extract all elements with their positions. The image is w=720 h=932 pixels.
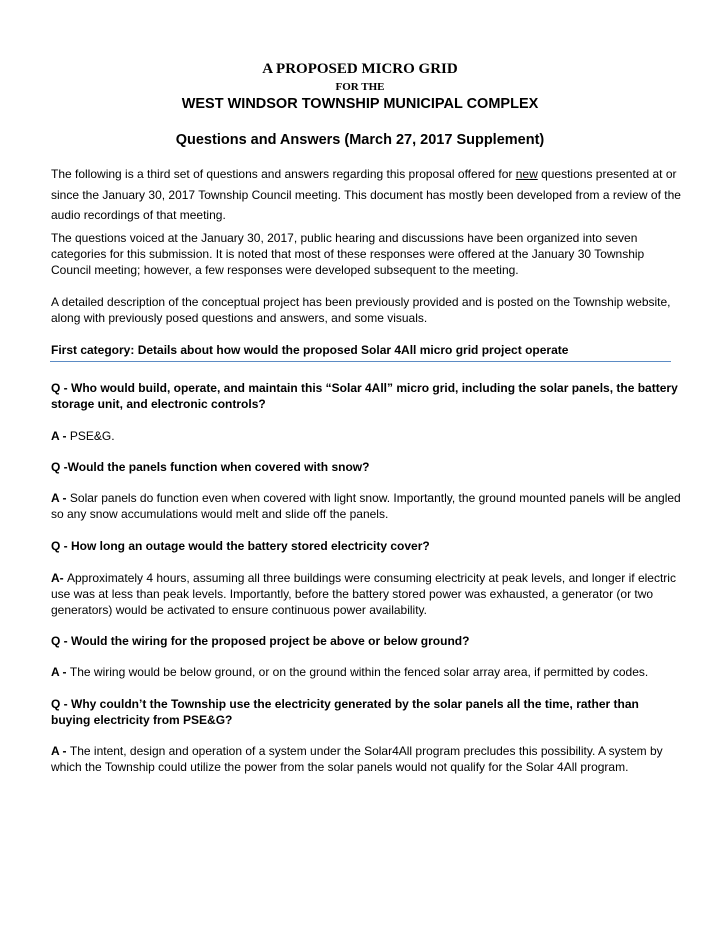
complex-heading: WEST WINDSOR TOWNSHIP MUNICIPAL COMPLEX [181,96,539,112]
answer-4 [51,664,681,680]
document-title: A PROPOSED MICRO GRID [262,61,458,77]
intro-paragraph-3: A detailed description of the conceptual project has been previously provided and is posted on the Township website, along with previously posed questions and answers, and some visuals. [51,295,671,325]
answer-2 [51,490,681,522]
question-1: Q - Who would build, operate, and maintain this “Solar 4All” micro grid, including the solar panels, the battery storage unit, and electronic controls? [51,381,678,411]
category-divider [50,361,671,362]
answer-4-lead: A - [51,665,70,679]
answer-5-text: The intent, design and operation of a system under the Solar4All program precludes this possibility. A system by which the Township could utilize the power from the solar panels would not qualify for the Solar 4All program. [51,744,663,774]
question-3: Q - How long an outage would the battery stored electricity cover? [51,539,430,553]
answer-3 [51,570,681,618]
answer-1-lead: A - [51,429,70,443]
answer-1-text: PSE&G. [69,429,115,443]
answer-3-lead: A- [51,571,67,585]
document-subtitle: FOR THE [335,81,385,93]
question-5: Q - Why couldn’t the Township use the electricity generated by the solar panels all the time, rather than buying electricity from PSE&G? [51,697,639,727]
answer-5 [51,743,681,775]
question-2: Q -Would the panels function when covered with snow? [51,460,370,474]
answer-1 [51,428,681,444]
answer-2-text: Solar panels do function even when covered with light snow. Importantly, the ground mounted panels will be angled so any snow accumulations would melt and slide off the panels. [51,491,681,521]
intro-p1-text-b: questions presented at or since the January 30, 2017 Township Council meeting. This document has mostly been developed from a review of the audio recordings of that meeting. [51,167,681,222]
category-heading: First category: Details about how would the proposed Solar 4All micro grid project operate [51,343,569,357]
question-4: Q - Would the wiring for the proposed project be above or below ground? [51,634,470,648]
intro-p1-underlined: new [515,167,538,181]
qa-heading: Questions and Answers (March 27, 2017 Supplement) [175,132,545,148]
intro-paragraph-1 [51,164,681,226]
answer-2-lead: A - [51,491,70,505]
answer-4-text: The wiring would be below ground, or on the ground within the fenced solar array area, if permitted by codes. [69,665,649,679]
intro-paragraph-2: The questions voiced at the January 30, 2017, public hearing and discussions have been organized into seven categories for this submission. It is noted that most of these responses were offered at the January 30 Township Council meeting; however, a few responses were developed subsequent to the meeting. [51,231,645,277]
answer-5-lead: A - [51,744,70,758]
answer-3-text: Approximately 4 hours, assuming all three buildings were consuming electricity at peak levels, and longer if electric use was at less than peak levels. Importantly, before the battery stored power was exhausted, a generator (or two generators) would be activated to ensure continuous power availability. [51,571,676,617]
intro-p1-text-a: The following is a third set of questions and answers regarding this proposal offered for [51,167,516,181]
